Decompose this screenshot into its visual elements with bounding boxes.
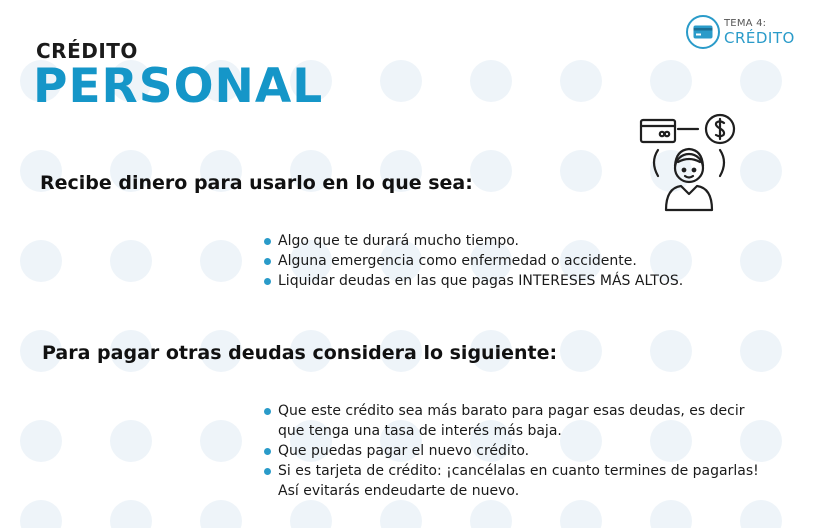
list-item: Que puedas pagar el nuevo crédito. <box>264 441 764 461</box>
list-item: Si es tarjeta de crédito: ¡cancélalas en cuanto termines de pagarlas! Así evitarás endeudarte de nuevo. <box>264 461 764 501</box>
page-subtitle: CRÉDITO <box>36 39 138 63</box>
section2-heading: Para pagar otras deudas considera lo siguiente: <box>42 342 558 364</box>
topic-badge <box>686 15 795 49</box>
person-card-dollar-icon <box>636 110 742 216</box>
section1-list <box>264 231 683 291</box>
list-item: Algo que te durará mucho tiempo. <box>264 231 683 251</box>
section1-heading: Recibe dinero para usarlo en lo que sea: <box>40 172 473 194</box>
page-title: PERSONAL <box>33 59 324 114</box>
credit-card-icon <box>686 15 720 49</box>
badge-topic-number: TEMA 4: <box>724 17 767 29</box>
list-item: Que este crédito sea más barato para pagar esas deudas, es decir que tenga una tasa de interés más baja. <box>264 401 764 441</box>
badge-topic-name: CRÉDITO <box>724 28 795 47</box>
list-item: Liquidar deudas en las que pagas INTERESES MÁS ALTOS. <box>264 271 683 291</box>
section2-list <box>264 401 764 501</box>
list-item: Alguna emergencia como enfermedad o accidente. <box>264 251 683 271</box>
